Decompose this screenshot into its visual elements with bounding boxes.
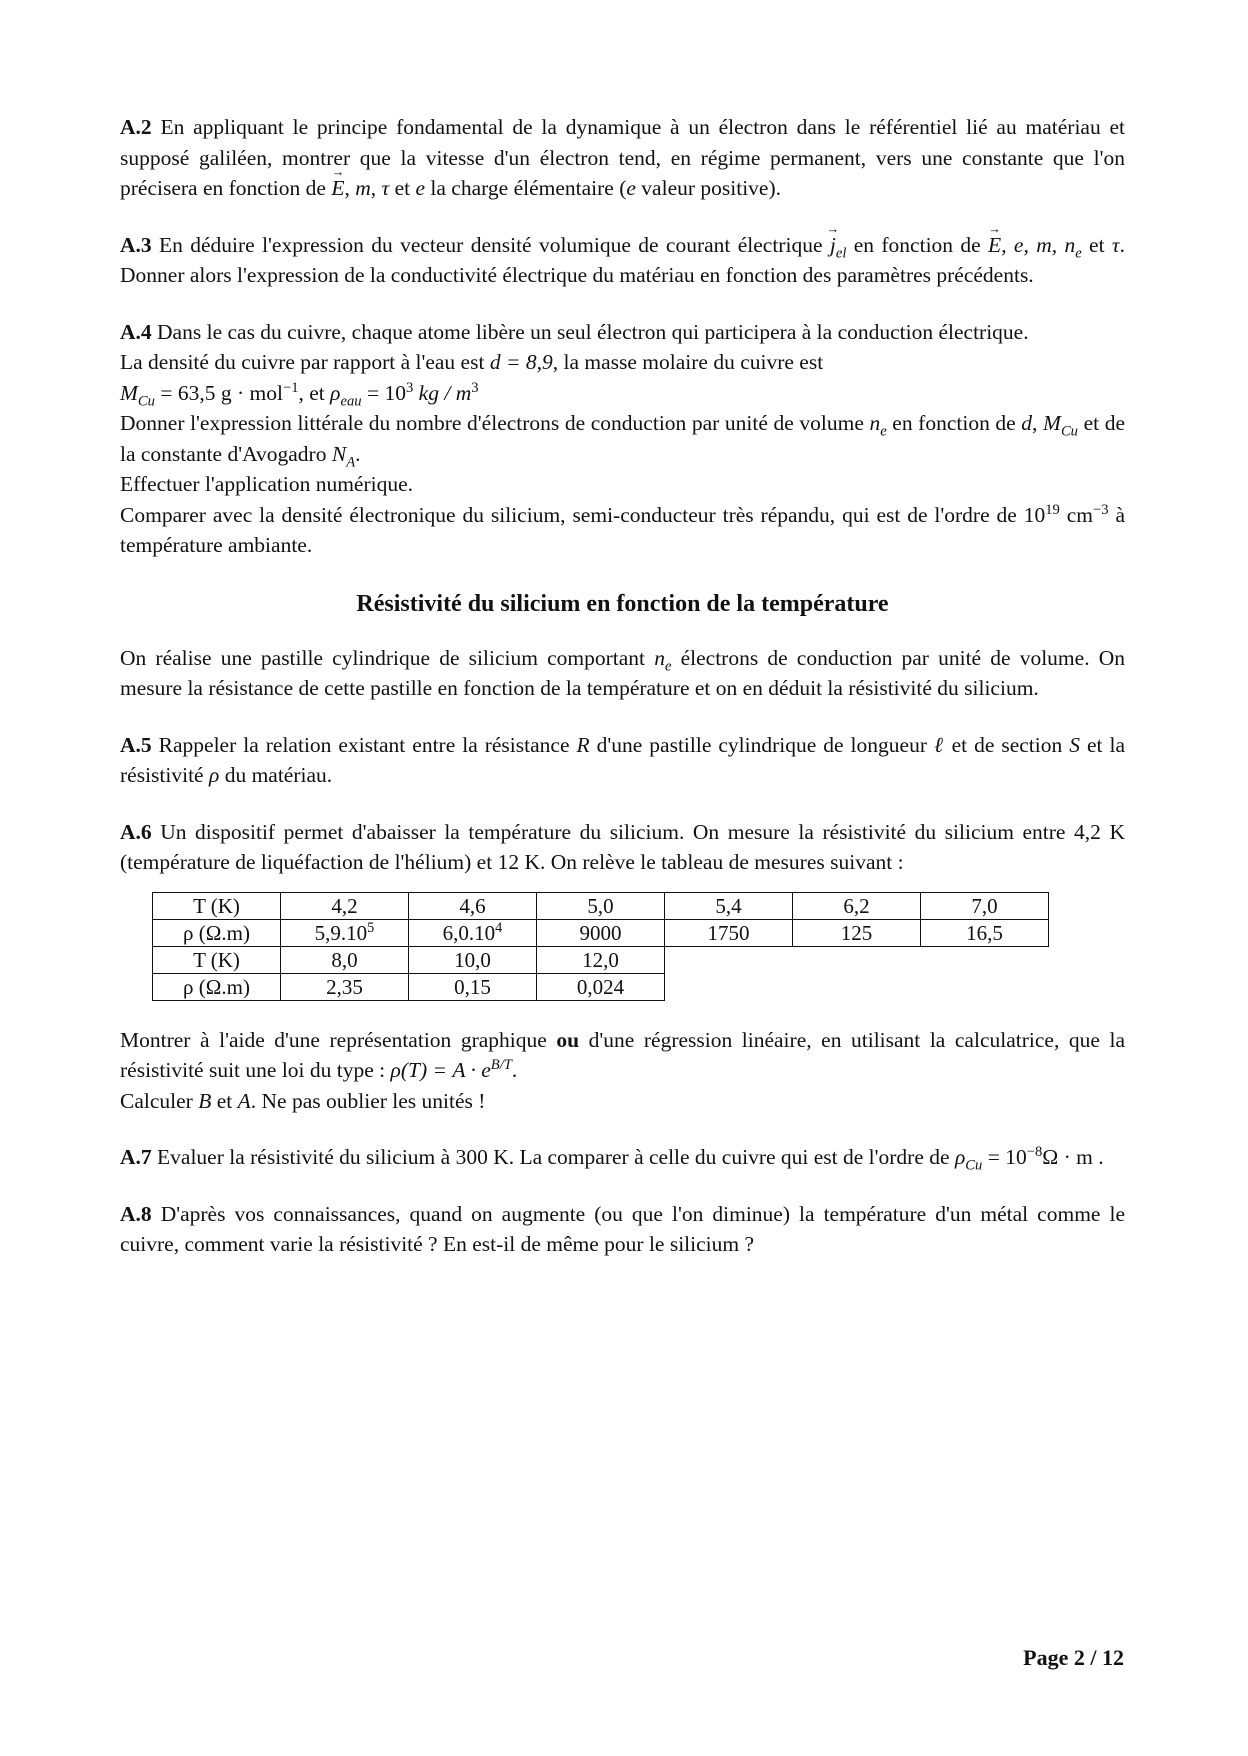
question-label: A.5 bbox=[120, 732, 152, 757]
table-row: ρ (Ω.m) 2,35 0,15 0,024 bbox=[153, 973, 1049, 1000]
question-label: A.6 bbox=[120, 819, 152, 844]
exam-page bbox=[120, 112, 1125, 1286]
question-a5: A.5 Rappeler la relation existant entre la résistance R d'une pastille cylindrique de longueur ℓ et de section S et la résistivité ρ du matériau. bbox=[120, 732, 1126, 788]
question-label: A.8 bbox=[120, 1201, 152, 1226]
question-a6: A.6 Un dispositif permet d'abaisser la température du silicium. On mesure la résistivité du silicium entre 4,2 K (température de liquéfaction de l'hélium) et 12 K. On relève le tableau de mesures suivant : T (K) 4,2 4,6 5,0 5,4 6,2 7,0 ρ (Ω.m) 5,9.10$^5$ 6,0.10$^4$ 9000 1750 125 16,5 T (K) 8,0 10,0 12,0 ρ (Ω.m) 2,35 0,15 0,024 Montrer à l'aide d'une représentation graphique ou d'une régression linéaire, en utilisant la calculatrice, que la résistivité suit une loi du type : $\rho(T) = A \cdot e^{B/T}$. Calculer B et A. Ne pas oublier les unités ! bbox=[120, 819, 1125, 1113]
question-label: A.3 bbox=[120, 232, 152, 257]
question-a8: A.8 D'après vos connaissances, quand on augmente (ou que l'on diminue) la température d'un métal comme le cuivre, comment varie la résistivité ? En est-il de même pour le silicium ? bbox=[120, 1201, 1126, 1257]
table-row: T (K) 8,0 10,0 12,0 bbox=[153, 946, 1049, 973]
question-a2: A.2 En appliquant le principe fondamental de la dynamique à un électron dans le référentiel lié au matériau et supposé galiléen, montrer que la vitesse d'un électron tend, en régime permanent, vers une constante que l'on précisera en fonction de → E, m, τ et e la charge élémentaire (e valeur positive). bbox=[120, 112, 1125, 204]
question-a4: A.4 Dans le cas du cuivre, chaque atome libère un seul électron qui participera à la conduction électrique. La densité du cuivre par rapport à l'eau est d = 8,9, la masse molaire du cuivre est $M_{Cu} = 63,5$ g · mol$^{-1}$, et $\rho_{eau} = 10^3$ kg / $m^3$ Donner l'expression littérale du nombre d'électrons de conduction par unité de volume $n_e$ en fonction de d, $M_{Cu}$ et de la constante d'Avogadro $N_A$. Effectuer l'application numérique. Comparer avec la densité électronique du silicium, semi-conducteur très répandu, qui est de l'ordre de $10^{19}$ $cm^{-3}$ à température ambiante. bbox=[120, 319, 1125, 558]
page-number: Page 2 / 12 bbox=[1023, 1645, 1124, 1670]
vector-e: → E bbox=[331, 173, 344, 204]
section-title: Résistivité du silicium en fonction de la température bbox=[356, 590, 889, 617]
question-label: A.7 bbox=[120, 1145, 152, 1170]
question-label: A.2 bbox=[120, 115, 152, 139]
question-a3: A.3 En déduire l'expression du vecteur densité volumique de courant électrique → $j_{el}$ en fonction de → E, e, m, $n_e$ et τ. Donner alors l'expression de la conductivité électrique du matériau en fonction des paramètres précédents. bbox=[120, 230, 1125, 291]
section-intro: On réalise une pastille cylindrique de silicium comportant $n_e$ électrons de conduction par unité de volume. On mesure la résistance de cette pastille en fonction de la température et on en déduit la résistivité du silicium. bbox=[120, 645, 1126, 701]
table-row: T (K) 4,2 4,6 5,0 5,4 6,2 7,0 bbox=[153, 892, 1049, 919]
table-row: ρ (Ω.m) 5,9.10$^5$ 6,0.10$^4$ 9000 1750 125 16,5 bbox=[153, 919, 1049, 946]
vector-e: → E bbox=[988, 230, 1001, 261]
measurement-table bbox=[152, 892, 1049, 1001]
law-formula: ρ(T) = A · e bbox=[390, 1058, 491, 1083]
question-a7: A.7 Evaluer la résistivité du silicium à 300 K. La comparer à celle du cuivre qui est de l'ordre de $\rho_{Cu} = 10^{-8}\Omega \cdot m$ . bbox=[120, 1144, 1104, 1174]
question-label: A.4 bbox=[120, 319, 152, 344]
vector-j: → j bbox=[830, 230, 836, 261]
